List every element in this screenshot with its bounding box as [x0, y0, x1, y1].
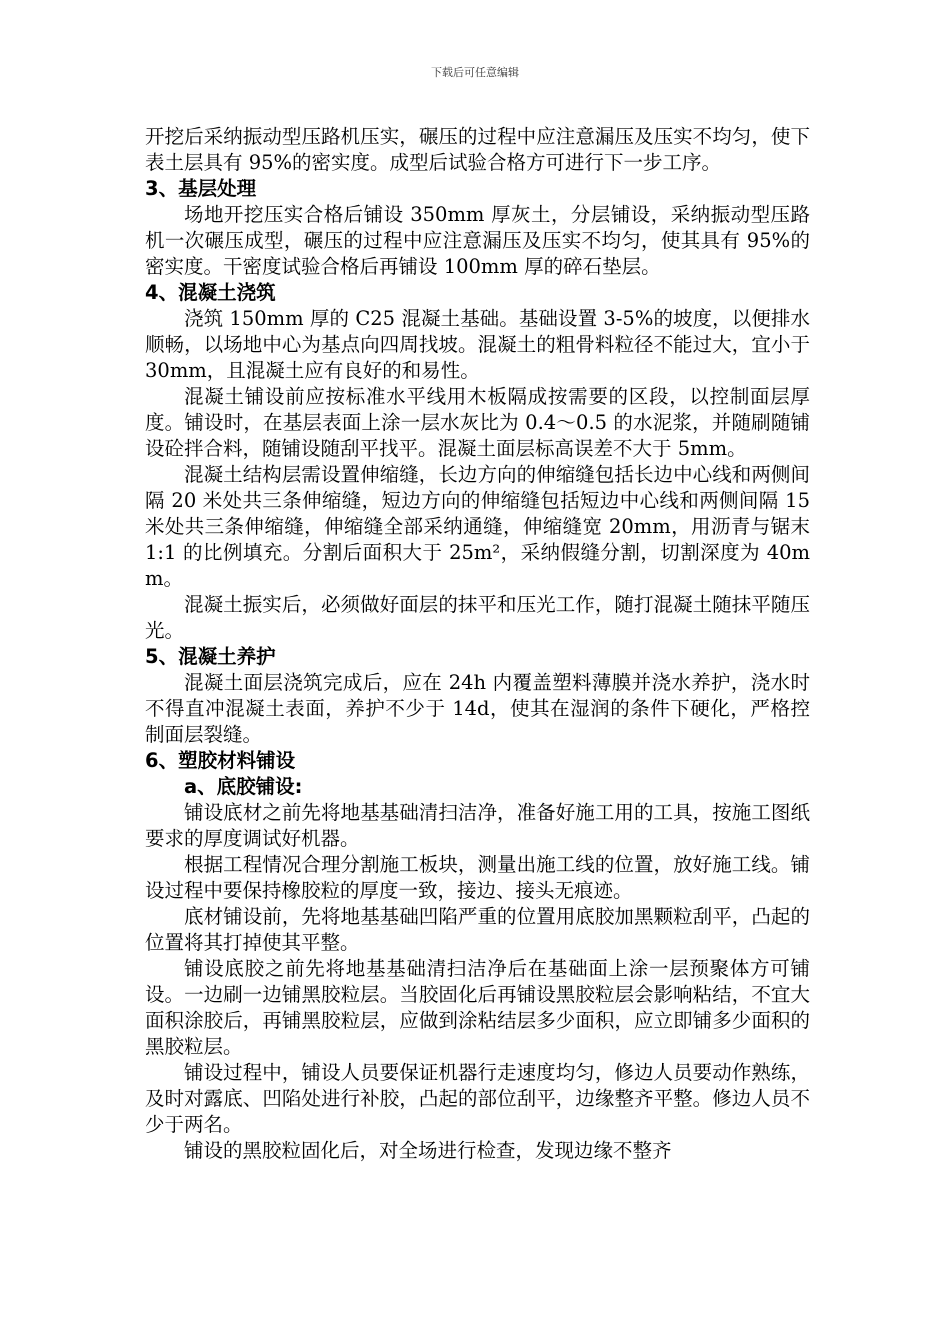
paragraph: 铺设底胶之前先将地基基础清扫洁净后在基础面上涂一层预聚体方可铺设。一边刷一边铺黑胶粒层。当胶固化后再铺设黑胶粒层会影响粘结，不宜大面积涂胶后，再铺黑胶粒层，应做到涂粘结层多少面积，应立即铺多少面积的黑胶粒层。: [145, 957, 810, 1058]
page-header: 下载后可任意编辑: [431, 66, 519, 79]
paragraph: 底材铺设前，先将地基基础凹陷严重的位置用底胶加黑颗粒刮平，凸起的位置将其打掉使其平整。: [145, 905, 810, 954]
subsection-heading-6a: a、底胶铺设:: [184, 775, 303, 798]
paragraph: 根据工程情况合理分割施工板块，测量出施工线的位置，放好施工线。铺设过程中要保持橡胶粒的厚度一致，接边、接头无痕迹。: [145, 853, 810, 902]
paragraph: 混凝土铺设前应按标准水平线用木板隔成按需要的区段，以控制面层厚度。铺设时，在基层表面上涂一层水灰比为 0.4～0.5 的水泥浆，并随刷随铺设砼拌合料，随铺设随刮平找平。混凝土面层标高误差不大于 5mm。: [145, 385, 810, 460]
section-heading-5: 5、混凝土养护: [145, 645, 276, 668]
document-body: [145, 124, 810, 1164]
section-heading-3: 3、基层处理: [145, 177, 257, 200]
paragraph: 铺设底材之前先将地基基础清扫洁净，准备好施工用的工具，按施工图纸要求的厚度调试好机器。: [145, 801, 810, 850]
paragraph: 混凝土面层浇筑完成后，应在 24h 内覆盖塑料薄膜并浇水养护，浇水时不得直冲混凝土表面，养护不少于 14d，使其在湿润的条件下硬化，严格控制面层裂缝。: [145, 671, 810, 746]
section-heading-6: 6、塑胶材料铺设: [145, 749, 296, 772]
paragraph: 混凝土振实后，必须做好面层的抹平和压光工作，随打混凝土随抹平随压光。: [145, 593, 810, 642]
paragraph: 混凝土结构层需设置伸缩缝，长边方向的伸缩缝包括长边中心线和两侧间隔 20 米处共三条伸缩缝，短边方向的伸缩缝包括短边中心线和两侧间隔 15 米处共三条伸缩缝，伸缩缝全部采纳通缝，伸缩缝宽 20mm，用沥青与锯末 1:1 的比例填充。分割后面积大于 25m²，采纳假缝分割，切割深度为 40mm。: [145, 463, 810, 590]
section-heading-4: 4、混凝土浇筑: [145, 281, 276, 304]
paragraph: 铺设过程中，铺设人员要保证机器行走速度均匀，修边人员要动作熟练，及时对露底、凹陷处进行补胶，凸起的部位刮平，边缘整齐平整。修边人员不少于两名。: [145, 1061, 810, 1136]
paragraph: 开挖后采纳振动型压路机压实，碾压的过程中应注意漏压及压实不均匀，使下表土层具有 95%的密实度。成型后试验合格方可进行下一步工序。: [145, 125, 810, 174]
paragraph: 铺设的黑胶粒固化后，对全场进行检查，发现边缘不整齐: [184, 1139, 672, 1162]
paragraph: 场地开挖压实合格后铺设 350mm 厚灰土，分层铺设，采纳振动型压路机一次碾压成型，碾压的过程中应注意漏压及压实不均匀，使其具有 95%的密实度。干密度试验合格后再铺设 100mm 厚的碎石垫层。: [145, 203, 810, 278]
paragraph: 浇筑 150mm 厚的 C25 混凝土基础。基础设置 3-5%的坡度，以便排水顺畅，以场地中心为基点向四周找坡。混凝土的粗骨料粒径不能过大，宜小于 30mm，且混凝土应有良好的和易性。: [145, 307, 810, 382]
